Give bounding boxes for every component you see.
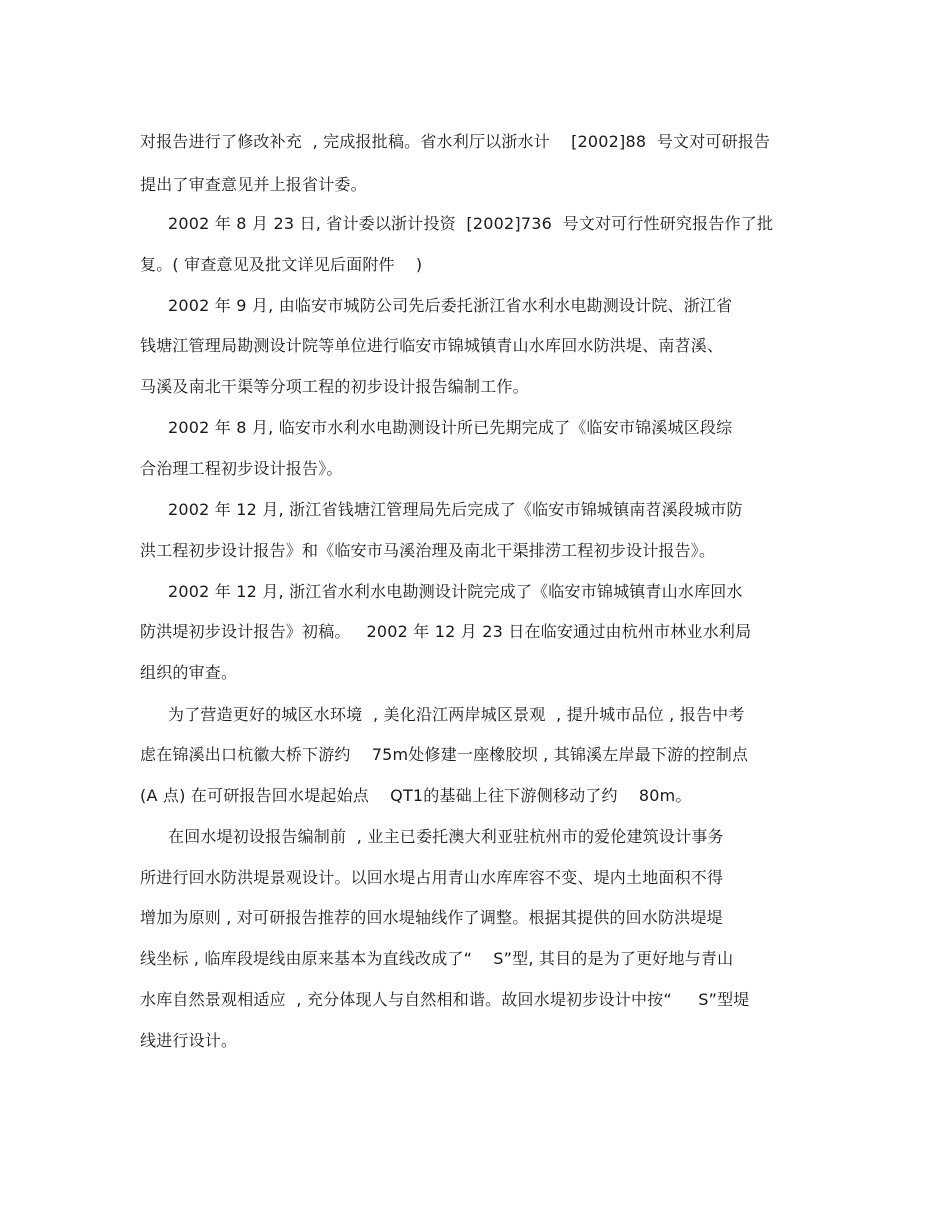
text-line: 合治理工程初步设计报告》。 <box>140 459 343 478</box>
text-line: 马溪及南北干渠等分项工程的初步设计报告编制工作。 <box>140 377 529 396</box>
text-line: 所进行回水防洪堤景观设计。以回水堤占用青山水库库容不变、堤内土地面积不得 <box>140 868 724 887</box>
text-line: 增加为原则 , 对可研报告推荐的回水堤轴线作了调整。根据其提供的回水防洪堤堤 <box>140 908 723 927</box>
text-line: 洪工程初步设计报告》和《临安市马溪治理及南北干渠排涝工程初步设计报告》。 <box>140 541 716 560</box>
text-line: 2002 年 8 月, 临安市水利水电勘测设计所已先期完成了《临安市锦溪城区段综 <box>168 418 733 437</box>
text-line: 线坐标 , 临库段堤线由原来基本为直线改成了“ S”型, 其目的是为了更好地与青山 <box>140 949 734 968</box>
text-line: 线进行设计。 <box>140 1031 238 1050</box>
text-line: 2002 年 9 月, 由临安市城防公司先后委托浙江省水利水电勘测设计院、浙江省 <box>168 296 733 315</box>
text-line: 组织的审查。 <box>140 663 238 682</box>
text-line: 对报告进行了修改补充 , 完成报批稿。省水利厅以浙水计 [2002]88 号文对可研报告 <box>140 132 771 151</box>
text-line: 复。( 审查意见及批文详见后面附件 ) <box>140 255 423 274</box>
text-line: 提出了审查意见并上报省计委。 <box>140 175 367 194</box>
text-line: 水库自然景观相适应 , 充分体现人与自然相和谐。故回水堤初步设计中按“ S”型堤 <box>140 990 750 1009</box>
text-line: 2002 年 12 月, 浙江省钱塘江管理局先后完成了《临安市锦城镇南苕溪段城市防 <box>168 500 743 519</box>
text-line: 2002 年 8 月 23 日, 省计委以浙计投资 [2002]736 号文对可行性研究报告作了批 <box>168 214 774 233</box>
text-line: 虑在锦溪出口杭徽大桥下游约 75m处修建一座橡胶坝 , 其锦溪左岸最下游的控制点 <box>140 745 749 764</box>
text-line: (A 点) 在可研报告回水堤起始点 QT1的基础上往下游侧移动了约 80m。 <box>140 786 692 805</box>
text-line: 为了营造更好的城区水环境 , 美化沿江两岸城区景观 , 提升城市品位 , 报告中考 <box>168 705 745 724</box>
text-line: 防洪堤初步设计报告》初稿。 2002 年 12 月 23 日在临安通过由杭州市林业水利局 <box>140 622 752 641</box>
text-line: 2002 年 12 月, 浙江省水利水电勘测设计院完成了《临安市锦城镇青山水库回水 <box>168 582 743 601</box>
text-line: 钱塘江管理局勘测设计院等单位进行临安市锦城镇青山水库回水防洪堤、南苕溪、 <box>140 336 724 355</box>
text-line: 在回水堤初设报告编制前 , 业主已委托澳大利亚驻杭州市的爱伦建筑设计事务 <box>168 827 724 846</box>
